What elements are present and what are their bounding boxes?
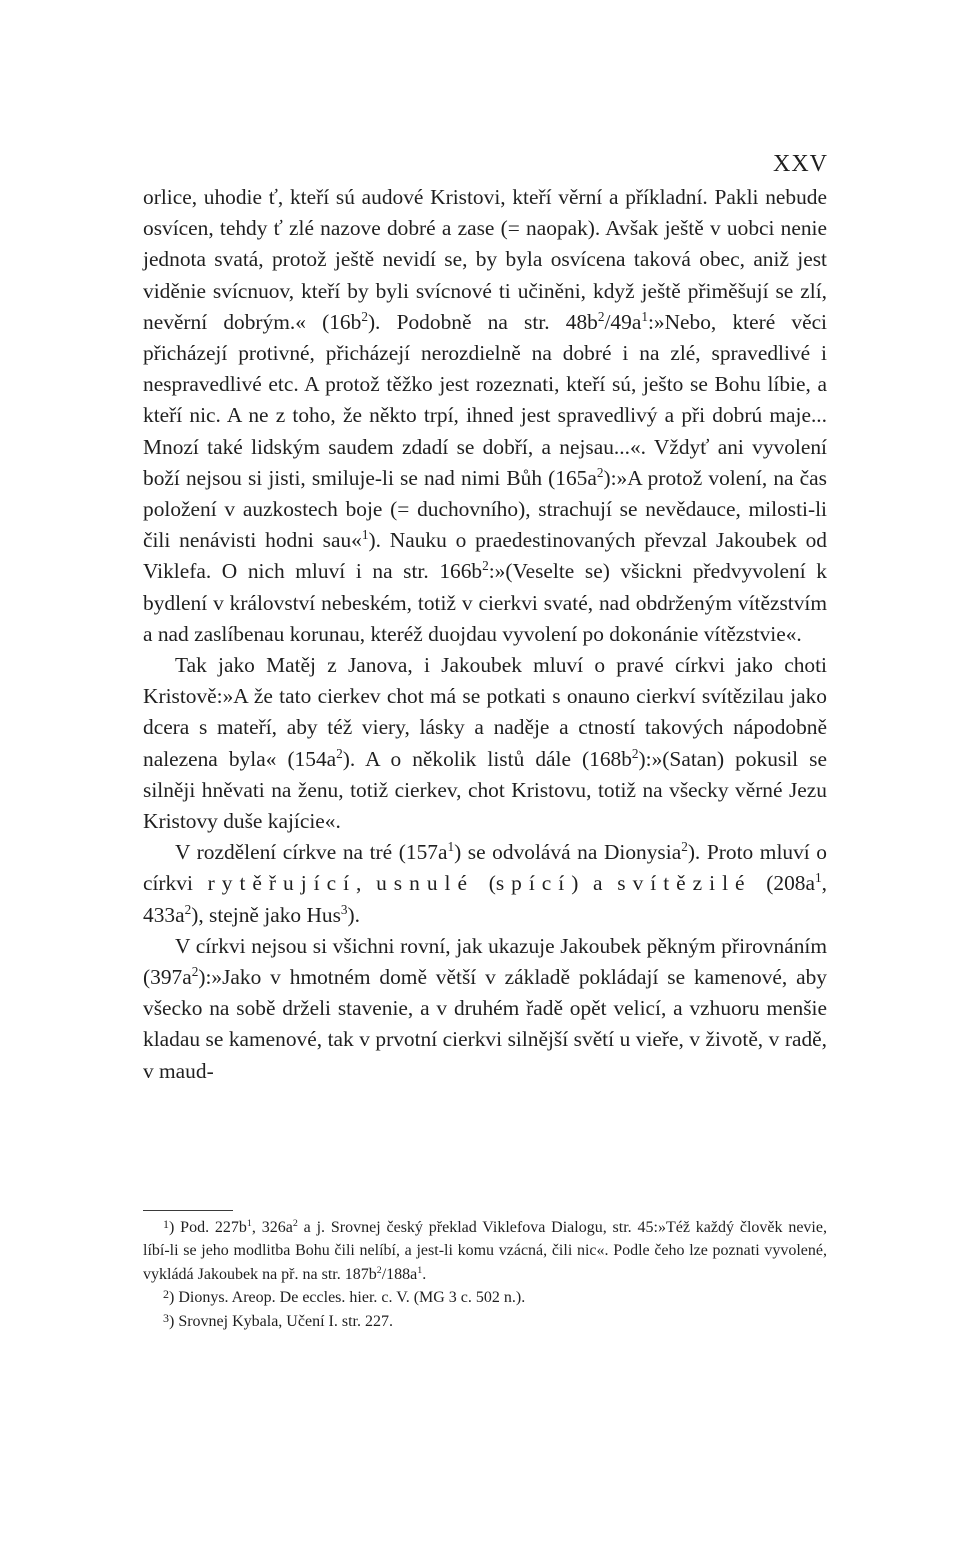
text-run: V rozdělení církve na tré (157a (175, 840, 448, 865)
footnote-3 (143, 1310, 827, 1333)
footnote-ref: 2 (681, 839, 688, 855)
superscript: 2 (597, 308, 605, 324)
footnote-rule (143, 1210, 233, 1211)
spaced-term: usnulé (376, 871, 474, 896)
footnote-ref: 1 (361, 527, 369, 543)
superscript: 1 (641, 308, 648, 324)
text-run: ) Dionys. Areop. De eccles. hier. c. V. (MG 3 c. 502 n.). (169, 1289, 526, 1307)
superscript: 2 (184, 901, 192, 917)
footnotes (143, 1216, 827, 1333)
text-run: :»(Veselte se) všickni předvyvolení k bydlení v království nebeském, totiž v cierkvi svaté, nad obdrženým vítězstvím a nad zaslíbenau korunau, kteréž duojdau vyvolení po dokonánie vítězstvie«. (143, 559, 827, 646)
footnote-ref: 3 (340, 901, 348, 917)
text-run: ):»(Satan) pokusil se silněji hněvati na ženu, totiž cierkev, chot Kristovu, totiž na všecky věrné Jezu Kristovy duše kajície«. (143, 746, 827, 834)
paragraph-4 (143, 931, 827, 1087)
text-run: ) Pod. 227b (169, 1219, 247, 1236)
text-run: ) se odvolává na Dionysia (454, 840, 682, 865)
paragraph-3 (143, 837, 827, 931)
text-run: ), stejně jako Hus (191, 902, 341, 927)
superscript: 1 (417, 1264, 423, 1276)
superscript: 2 (336, 745, 343, 761)
paragraph-2 (143, 650, 827, 837)
text-run: /188a (381, 1265, 418, 1283)
superscript: 2 (361, 308, 368, 324)
superscript: 1 (447, 839, 455, 855)
text-run: ) Srovnej Kybala, Učení I. str. 227. (169, 1312, 393, 1330)
text-run: ):»A protož volení, na čas položení v auzkostech boje (= duchovního), strachují se nevědauce, milosti-li čili nenávisti hodni sau« (143, 465, 827, 553)
superscript: 2 (376, 1264, 382, 1276)
footnote-mark: 1 (163, 1216, 169, 1231)
body-text (143, 182, 827, 1087)
superscript: 2 (292, 1217, 298, 1229)
text-run: ). Podobně na str. 48b (367, 309, 598, 334)
spaced-term: rytěřující (207, 871, 357, 896)
text-run: ). Proto mluví o církvi (143, 840, 827, 896)
text-run: :»Nebo, které věci přicházejí protivné, přicházejí nerozdielně na dobré i na zlé, spravedlivé i nespravedlivé etc. A protož těžko jest rozeznati, kteří sú, ješto se Bohu líbie, a kteří nic. A ne z toho, že někto trpí, ihned jest spravedlivý a při dobrú maje... Mnozí také lidským saudem zdadí se dobří, a nejsau...«. Vždyť ani vyvolení boží nejsou si jisti, smiluje-li se nad nimi Bůh (165a (143, 309, 828, 490)
footnote-mark: 2 (163, 1287, 169, 1302)
text-run: , 433a (143, 871, 827, 927)
footnote-1 (143, 1216, 827, 1286)
superscript: 1 (815, 870, 822, 886)
text-run: Tak jako Matěj z Janova, i Jakoubek mluví o pravé církvi jako choti Kristově:»A že tato cierkev chot má se potkati s onauno cierkví svítězilau jako dcera s mateří, aby též viery, lásky a naděje a ctností takových nápodobně nalezena byla« (154a (143, 653, 827, 771)
text-run: , 326a (251, 1219, 293, 1236)
text-run: ( (473, 871, 496, 896)
paragraph-1 (143, 182, 827, 650)
spaced-term: spící (495, 871, 572, 896)
superscript: 1 (246, 1217, 252, 1229)
text-run: (208a (751, 871, 815, 896)
spaced-term: svítězilé (617, 871, 752, 896)
page-number: XXV (773, 151, 828, 177)
text-run: a j. Srovnej český překlad Viklefova Dialogu, str. 45:»Též každý člověk nevie, líbí-li se jeho modlitba Bohu čili nelíbí, a jest-li komu vzácná, čili nic«. Podle čeho lze poznati vyvolené, vykládá Jakoubek na př. na str. 187b (143, 1219, 827, 1283)
text-run: ). Nauku o praedestinovaných převzal Jakoubek od Viklefa. O nich mluví i na str. 166b (143, 528, 827, 584)
text-run: ) a (571, 871, 618, 896)
text-run: ). A o několik listů dále (168b (342, 746, 632, 771)
text-run: V církvi nejsou si všichni rovní, jak ukazuje Jakoubek pěkným přirovnáním (397a (143, 933, 827, 990)
text-run: orlice, uhodie ť, kteří sú audové Kristovi, kteří věrní a příkladní. Pakli nebude osvícen, tehdy ť zlé nazove dobré a zase (= naopak). Avšak ještě v uobci nenie jednota svatá, protož ještě nevidí se, by byla osvícena taková obec, aniž jest viděnie svícnuov, kteří by byli svícnové ti učiněni, když ještě přiměšují se zlí, nevěrní dobrým.« (16b (143, 185, 827, 334)
text-run: , (356, 871, 377, 896)
text-run: /49a (604, 309, 642, 334)
superscript: 2 (191, 963, 199, 979)
footnote-mark: 3 (163, 1310, 169, 1325)
text-run: . (422, 1265, 427, 1283)
text-run: ):»Jako v hmotném domě větší v základě pokládají se kamenové, aby všecko na sobě drželi stavenie, a v druhém řadě opět velicí, a vzhuoru menšie kladau se kamenové, tak v prvotní cierkvi silnější světí u vieře, v životě, v radě, v maud- (143, 965, 827, 1083)
footnote-2 (143, 1286, 827, 1309)
superscript: 2 (631, 745, 639, 761)
text-run: ). (347, 902, 361, 927)
superscript: 2 (482, 558, 489, 574)
superscript: 2 (596, 464, 604, 480)
